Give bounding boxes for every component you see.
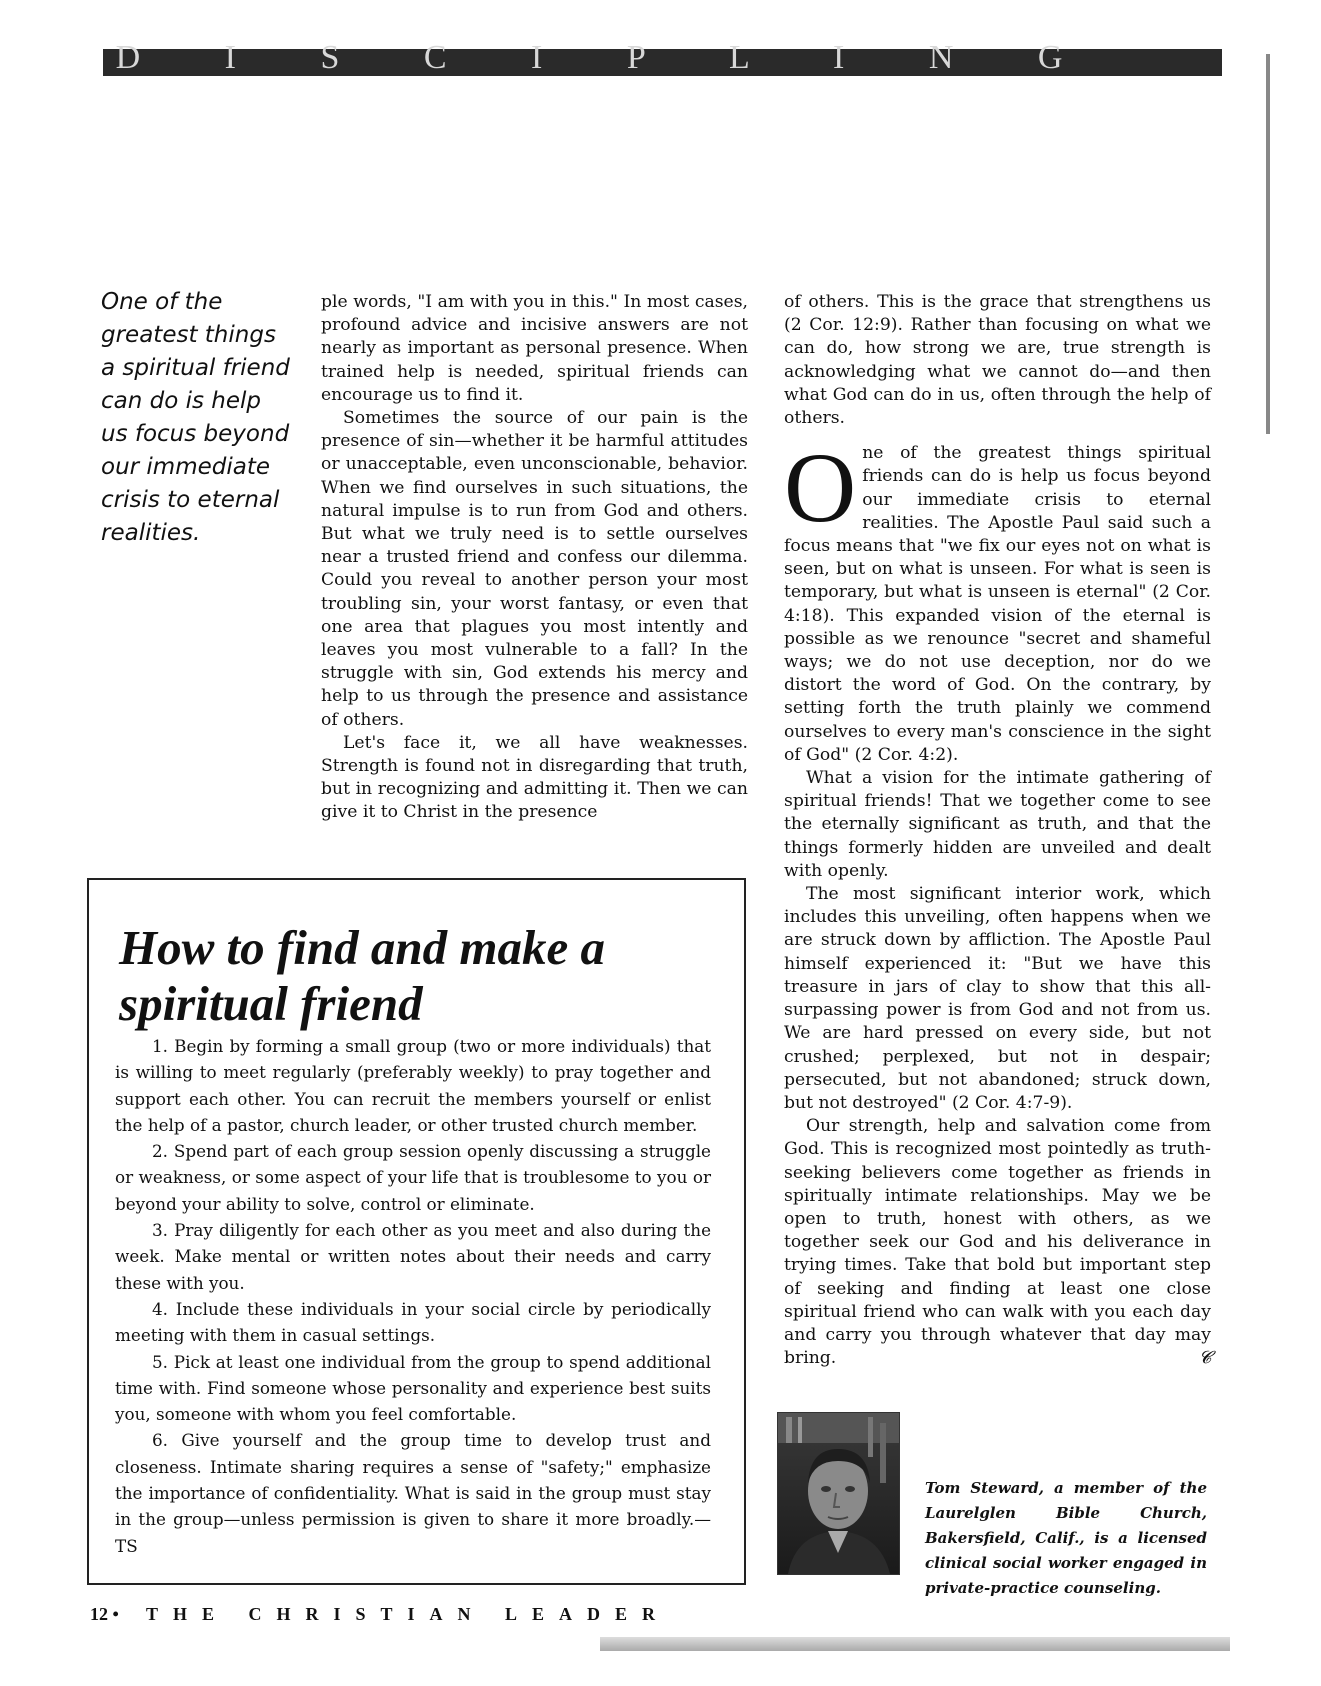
dropcap-paragraph xyxy=(784,432,1211,767)
page-number: 12 • xyxy=(90,1604,119,1624)
author-photo xyxy=(777,1412,900,1575)
list-item: 1. Begin by forming a small group (two or more individuals) that is willing to meet regularly (preferably weekly) to pray together and support each other. You can recruit the members yourself or enlist the help of a pastor, church leader, or other trusted church member. xyxy=(115,1036,711,1135)
end-mark-icon: 𝓒 xyxy=(1198,1348,1211,1369)
list-item: 6. Give yourself and the group time to develop trust and closeness. Intimate sharing requires a sense of "safety;" emphasize the importance of confidentiality. What is said in the group must stay in the group—unless permission is given to share it more broadly.—TS xyxy=(115,1430,711,1556)
sidebar-box xyxy=(87,878,746,1585)
page-edge-shadow xyxy=(600,1637,1230,1651)
paragraph: What a vision for the intimate gathering of spiritual friends! That we together come to see the eternally significant as truth, and that the things formerly hidden are unveiled and dealt with openly. xyxy=(784,768,1211,881)
paragraph: The most significant interior work, which includes this unveiling, often happens when we are struck down by affliction. The Apostle Paul himself experienced it: "But we have this treasure in jars of clay to show that this all-surpassing power is from God and not from us. We are hard pressed on every side, but not crushed; perplexed, but not in despair; persecuted, but not abandoned; struck down, but not destroyed" (2 Cor. 4:7-9). xyxy=(784,884,1211,1113)
page-footer xyxy=(90,1604,670,1625)
list-item: 4. Include these individuals in your social circle by periodically meeting with them in casual settings. xyxy=(115,1298,711,1346)
page-edge-shadow xyxy=(1266,54,1270,434)
paragraph: of others. This is the grace that strengthens us (2 Cor. 12:9). Rather than focusing on what we can do, how strong we are, true strength is acknowledging what we cannot do—and then what God can do in us, often through the help of others. xyxy=(784,292,1211,429)
section-title: D I S C I P L I N G xyxy=(115,39,1101,76)
article-column-3 xyxy=(784,291,1211,1370)
sidebar-title: How to find and make a spiritual friend xyxy=(119,920,605,1031)
paragraph-text: ne of the greatest things spiritual friends can do is help us focus beyond our immediate crisis to eternal realities. The Apostle Paul said such a focus means that "we fix our eyes not on what is seen, but on what is unseen. For what is seen is temporary, but what is unseen is eternal" (2 Cor. 4:18). This expanded vision of the eternal is possible as we renounce "secret and shameful ways; we do not use deception, nor do we distort the word of God. On the contrary, by setting forth the truth plainly we commend ourselves to every man's conscience in the sight of God" (2 Cor. 4:2). xyxy=(784,443,1211,765)
list-item: 3. Pray diligently for each other as you meet and also during the week. Make mental or written notes about their needs and carry these with you. xyxy=(115,1220,711,1293)
publication-name: THE CHRISTIAN LEADER xyxy=(146,1604,671,1624)
paragraph xyxy=(784,1115,1211,1370)
author-bio: Tom Steward, a member of the Laurelglen Bible Church, Bakersfield, Calif., is a licensed clinical social worker engaged in private-practice counseling. xyxy=(925,1479,1207,1597)
drop-cap: O xyxy=(784,432,857,544)
pull-quote: One of the greatest things a spiritual friend can do is help us focus beyond our immediate crisis to eternal realities. xyxy=(101,289,290,546)
paragraph: Sometimes the source of our pain is the presence of sin—whether it be harmful attitudes or unacceptable, even unconscionable, behavior. When we find ourselves in such situations, the natural impulse is to run from God and others. But what we truly need is to settle ourselves near a trusted friend and confess our dilemma. Could you reveal to another person your most troubling sin, your worst fantasy, or even that one area that plagues you most intently and leaves you most vulnerable to a fall? In the struggle with sin, God extends his mercy and help to us through the presence and assistance of others. xyxy=(321,408,748,730)
sidebar-list xyxy=(115,1033,711,1559)
paragraph: ple words, "I am with you in this." In most cases, profound advice and incisive answers are not nearly as important as personal presence. When trained help is needed, spiritual friends can encourage us to find it. xyxy=(321,292,748,405)
paragraph: Let's face it, we all have weaknesses. Strength is found not in disregarding that truth, but in recognizing and admitting it. Then we can give it to Christ in the presence xyxy=(321,732,748,823)
article-column-2 xyxy=(321,291,748,825)
list-item: 2. Spend part of each group session openly discussing a struggle or weakness, or some aspect of your life that is troublesome to you or beyond your ability to solve, control or eliminate. xyxy=(115,1141,711,1214)
list-item: 5. Pick at least one individual from the group to spend additional time with. Find someone whose personality and experience best suits you, someone with whom you feel comfortable. xyxy=(115,1351,711,1425)
paragraph-text: Our strength, help and salvation come from God. This is recognized most pointedly as truth-seeking believers come together as friends in spiritually intimate relationships. May we be open to truth, honest with others, as we together seek our God and his deliverance in trying times. Take that bold but important step of seeking and finding at least one close spiritual friend who can walk with you each day and carry you through whatever that day may bring. xyxy=(784,1116,1211,1369)
author-portrait-image xyxy=(778,1413,899,1574)
